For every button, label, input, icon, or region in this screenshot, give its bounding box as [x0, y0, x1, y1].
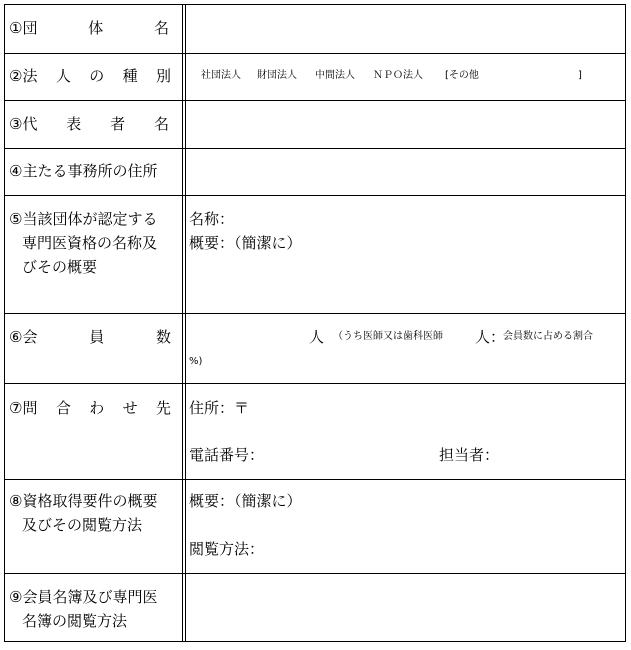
label-line: 専門医資格の名称及: [22, 234, 158, 252]
label-line: びその概要: [22, 258, 98, 276]
label-corporate-type: [9, 64, 185, 88]
label-line: ⑤当該団体が認定する: [9, 210, 158, 228]
label-part: ③代: [9, 115, 38, 133]
label-part: せ: [122, 399, 138, 417]
field-office-address[interactable]: [189, 149, 625, 195]
label-part: 表: [66, 115, 82, 133]
label-part: 名: [153, 19, 169, 37]
label-part: ②法: [9, 67, 38, 85]
row-separator: [5, 313, 625, 314]
member-ratio-label: 会員数に占める割合: [503, 331, 593, 342]
contact-address-field[interactable]: 住所：〒: [189, 399, 250, 417]
label-member-roster: [9, 585, 185, 633]
label-line: 及びその閲覧方法: [22, 516, 143, 534]
label-part: ①団: [9, 19, 38, 37]
label-part: 別: [155, 67, 171, 85]
label-organization-name: [9, 16, 185, 40]
member-count-unit: 人: [309, 328, 325, 346]
row-separator: [5, 53, 625, 54]
label-qualification-requirements: [9, 489, 185, 537]
label-part: わ: [89, 399, 105, 417]
label-representative: [9, 112, 185, 136]
option-npo[interactable]: ＮＰＯ法人: [373, 70, 423, 81]
contact-phone-field[interactable]: 電話番号：: [189, 446, 265, 464]
label-part: 員: [89, 328, 105, 346]
row-separator: [5, 383, 625, 384]
label-part: 体: [88, 19, 104, 37]
label-part: 種: [122, 67, 138, 85]
label-part: ⑦問: [9, 399, 38, 417]
requirements-method-field[interactable]: 閲覧方法：: [189, 540, 265, 558]
row-separator: [5, 479, 625, 480]
requirements-summary-field[interactable]: 概要：（簡潔に）: [189, 492, 302, 510]
field-member-roster[interactable]: [189, 574, 625, 641]
label-line: ⑨会員名簿及び専門医: [9, 588, 158, 606]
member-ratio-percent: %): [189, 356, 203, 367]
option-chukan[interactable]: 中間法人: [315, 70, 355, 81]
qualification-name-field[interactable]: 名称：: [189, 210, 235, 228]
label-part: の: [89, 67, 105, 85]
label-part: 先: [155, 399, 171, 417]
option-shadan[interactable]: 社団法人: [201, 70, 241, 81]
label-part: 人: [55, 67, 71, 85]
registration-form-table: [4, 4, 626, 642]
field-representative[interactable]: [189, 101, 625, 148]
label-part: 者: [110, 115, 126, 133]
label-qualification: [9, 207, 185, 279]
label-member-count: [9, 325, 185, 349]
field-organization-name[interactable]: [189, 6, 625, 53]
label-part: 合: [55, 399, 71, 417]
label-part: ⑥会: [9, 328, 38, 346]
option-other-close: ]: [578, 70, 582, 81]
label-line: 名簿の閲覧方法: [22, 612, 128, 630]
label-part: 名: [153, 115, 169, 133]
contact-person-field[interactable]: 担当者：: [439, 446, 500, 464]
doctor-count-label: （うち医師又は歯科医師: [333, 331, 443, 342]
label-contact: [9, 396, 185, 420]
row-separator: [5, 195, 625, 196]
label-office-address: ④主たる事務所の住所: [9, 162, 158, 180]
qualification-summary-field[interactable]: 概要：（簡潔に）: [189, 234, 302, 252]
option-zaidan[interactable]: 財団法人: [257, 70, 297, 81]
doctor-count-unit: 人：: [475, 328, 506, 346]
option-other[interactable]: [その他: [445, 70, 479, 81]
label-part: 数: [155, 328, 171, 346]
label-line: ⑧資格取得要件の概要: [9, 492, 158, 510]
